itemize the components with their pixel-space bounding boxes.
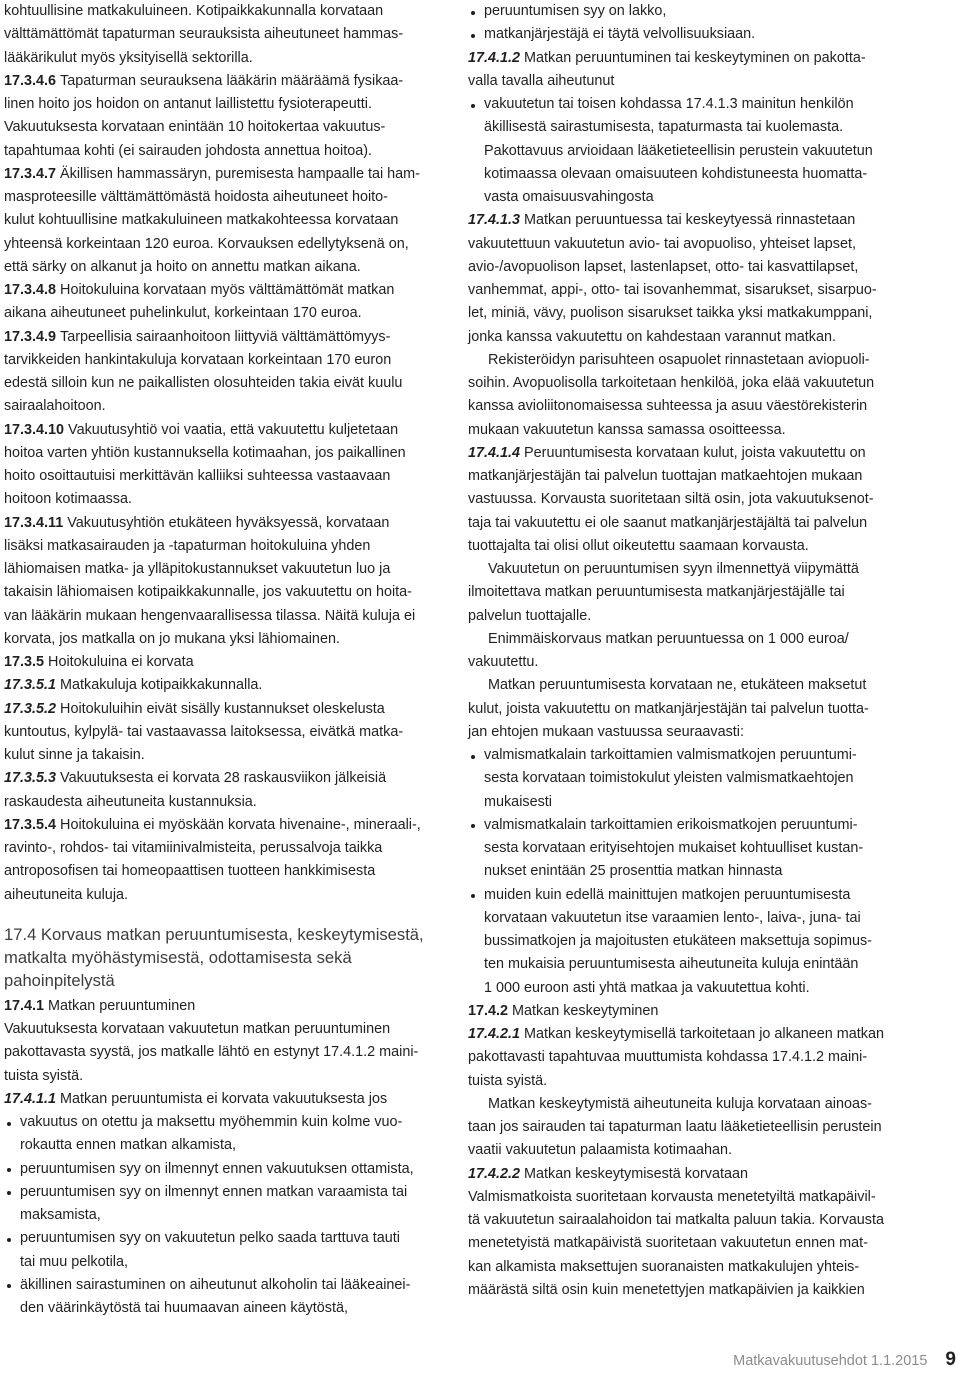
line-text: soihin. Avopuolisolla tarkoitetaan henkilöä, joka elää vakuutetun bbox=[468, 375, 875, 391]
numbered-clause-line bbox=[4, 419, 449, 442]
line-text: menetetyistä matkapäivistä suoritetaan vakuutetun ennen mat- bbox=[468, 1235, 868, 1252]
numbered-clause-line bbox=[468, 1163, 913, 1186]
clause-number: 17.3.5.3 bbox=[4, 770, 57, 787]
line-text: edestä silloin kun ne paikallisten olosuhteiden takia eivät kuulu bbox=[4, 375, 403, 391]
bullet-icon bbox=[471, 11, 475, 15]
bullet-item bbox=[4, 1181, 449, 1204]
text-line bbox=[4, 1018, 449, 1041]
clause-number: 17.3.4.6 bbox=[4, 72, 57, 89]
bullet-icon bbox=[471, 34, 475, 38]
bullet-item-continuation bbox=[468, 860, 913, 883]
line-text: peruuntumisen syy on ilmennyt ennen matkan varaamista tai bbox=[20, 1183, 408, 1200]
section-heading-line bbox=[4, 969, 449, 992]
line-text: matkanjärjestäjän tai palvelun tuottajan matkaehtojen mukaan bbox=[468, 468, 863, 484]
text-line bbox=[4, 349, 449, 372]
line-text: Vakuutuksesta korvataan enintään 10 hoitokertaa vakuutus- bbox=[4, 119, 386, 136]
text-line bbox=[468, 512, 913, 535]
text-line bbox=[468, 1186, 913, 1209]
line-text: lääkärikulut myös yksityisellä sektorilla. bbox=[4, 49, 253, 66]
line-text: avio-/avopuolison lapset, lastenlapset, otto- tai kasvattilapset, bbox=[468, 258, 859, 275]
numbered-clause-line bbox=[4, 326, 449, 349]
line-text: vakuutettu. bbox=[468, 654, 539, 670]
bullet-icon bbox=[471, 894, 475, 898]
line-text: Matkan peruuntuminen tai keskeytyminen on pakotta- bbox=[524, 49, 866, 66]
line-text: Vakuutetun on peruuntumisen syyn ilmennettyä viipymättä bbox=[488, 561, 859, 577]
line-text: hoitoon kotimaassa. bbox=[4, 491, 132, 508]
clause-number: 17.3.4.10 bbox=[4, 421, 65, 438]
text-line bbox=[4, 488, 449, 511]
text-line bbox=[468, 465, 913, 488]
bullet-icon bbox=[471, 824, 475, 828]
numbered-clause-line bbox=[4, 651, 449, 674]
bullet-item bbox=[4, 1111, 449, 1134]
text-line bbox=[4, 372, 449, 395]
text-line bbox=[4, 1065, 449, 1088]
line-text: muiden kuin edellä mainittujen matkojen peruuntumisesta bbox=[484, 886, 851, 903]
clause-number: 17.3.5.1 bbox=[4, 677, 57, 694]
clause-number: 17.4.1.2 bbox=[468, 49, 521, 66]
line-text: äkillinen sairastuminen on aiheutunut alkoholin tai lääkeainei- bbox=[20, 1276, 411, 1293]
line-text: vakuutus on otettu ja maksettu myöhemmin kuin kolme vuo- bbox=[20, 1114, 403, 1130]
numbered-clause-line bbox=[4, 512, 449, 535]
line-text: lähiomaisen matka- ja ylläpitokustannukset vakuutetun luo ja bbox=[4, 561, 391, 577]
line-text: Matkan peruuntuessa tai keskeytyessä rinnastetaan bbox=[524, 212, 856, 229]
line-text: ten mukaisia peruuntumisesta aiheutuneita kuluja enintään bbox=[484, 956, 859, 973]
line-text: aikana aiheutuneet puhelinkulut, korkeintaan 170 euroa. bbox=[4, 305, 362, 322]
line-text: valla tavalla aiheutunut bbox=[468, 72, 615, 89]
text-line bbox=[468, 1256, 913, 1279]
text-line bbox=[4, 860, 449, 883]
line-text: Matkan peruuntumista ei korvata vakuutuksesta jos bbox=[60, 1090, 388, 1107]
bullet-icon bbox=[471, 755, 475, 759]
indented-paragraph-line bbox=[468, 628, 913, 651]
bullet-item bbox=[468, 23, 913, 46]
bullet-item bbox=[4, 1227, 449, 1250]
line-text: äkillisestä sairastumisesta, tapaturmasta tai kuolemasta. bbox=[484, 119, 844, 136]
text-line bbox=[468, 1232, 913, 1255]
line-text: matkalta myöhästymisestä, odottamisesta sekä bbox=[4, 947, 352, 967]
numbered-clause-line bbox=[4, 70, 449, 93]
line-text: valmismatkalain tarkoittamien valmismatkojen peruuntumi- bbox=[484, 747, 857, 763]
text-line bbox=[4, 1041, 449, 1064]
bullet-icon bbox=[7, 1284, 11, 1288]
line-text: pakottavasta syystä, jos matkalle lähtö en estynyt 17.4.1.2 maini- bbox=[4, 1044, 419, 1061]
bullet-item-continuation bbox=[468, 163, 913, 186]
bullet-icon bbox=[471, 104, 475, 108]
line-text: peruuntumisen syy on vakuutetun pelko saada tarttuva tauti bbox=[20, 1230, 400, 1247]
line-text: jonka kanssa vakuutettu on kahdestaan varannut matkan. bbox=[468, 328, 837, 345]
text-line bbox=[468, 279, 913, 302]
line-text: Matkan peruuntumisesta korvataan ne, etukäteen maksetut bbox=[488, 677, 867, 694]
line-text: kotimaassa olevaan omaisuuteen kohdistuneesta huomatta- bbox=[484, 165, 868, 182]
text-line bbox=[4, 140, 449, 163]
text-line bbox=[4, 442, 449, 465]
line-text: sairaalahoitoon. bbox=[4, 398, 106, 415]
line-text: tä vakuutetun sairaalahoidon tai matkalta paluun takia. Korvausta bbox=[468, 1212, 884, 1228]
line-text: kan alkamista maksettujen suoranaisten matkakulujen yhteis- bbox=[468, 1258, 860, 1275]
line-text: aiheutuneita kuluja. bbox=[4, 886, 129, 903]
text-line bbox=[4, 256, 449, 279]
text-line bbox=[468, 372, 913, 395]
page-footer bbox=[733, 1349, 956, 1371]
line-text: Vakuutusyhtiön etukäteen hyväksyessä, korvataan bbox=[67, 514, 390, 531]
line-text: ravinto-, rohdos- tai vitamiinivalmisteita, perussalvoja taikka bbox=[4, 840, 383, 856]
line-text: Enimmäiskorvaus matkan peruuntuessa on 1 000 euroa/ bbox=[488, 630, 849, 647]
text-line bbox=[468, 256, 913, 279]
bullet-icon bbox=[7, 1122, 11, 1126]
bullet-item-continuation bbox=[468, 907, 913, 930]
line-text: pahoinpitelystä bbox=[4, 970, 115, 990]
line-text: mukaisesti bbox=[484, 793, 552, 810]
line-text: tapahtumaa kohti (ei sairauden johdosta annettua hoitoa). bbox=[4, 142, 373, 159]
bullet-item-continuation bbox=[468, 767, 913, 790]
line-text: peruuntumisen syy on lakko, bbox=[484, 3, 667, 19]
clause-number: 17.3.4.8 bbox=[4, 282, 57, 298]
text-line bbox=[4, 465, 449, 488]
line-text: rokautta ennen matkan alkamista, bbox=[20, 1137, 236, 1154]
text-line bbox=[4, 558, 449, 581]
line-text: masproteesille välttämättömästä hoidosta aiheutuneet hoito- bbox=[4, 189, 388, 205]
text-line bbox=[468, 488, 913, 511]
text-line bbox=[468, 1139, 913, 1162]
line-text: kulut kohtuullisine matkakuluineen matkakohteessa korvataan bbox=[4, 212, 399, 229]
text-line bbox=[4, 744, 449, 767]
numbered-clause-line bbox=[468, 442, 913, 465]
line-text: mukaan vakuutetun kanssa samassa osoitteessa. bbox=[468, 421, 786, 438]
clause-number: 17.3.5.4 bbox=[4, 816, 57, 833]
line-text: tarvikkeiden hankintakuluja korvataan korkeintaan 170 euron bbox=[4, 351, 392, 368]
text-line bbox=[4, 395, 449, 418]
text-line bbox=[468, 1046, 913, 1069]
text-line bbox=[4, 93, 449, 116]
line-text: ilmoitettava matkan peruuntumisesta matkanjärjestäjälle tai bbox=[468, 584, 845, 601]
line-text: välttämättömät tapaturman seurauksista aiheutuneet hammas- bbox=[4, 26, 404, 43]
line-text: nukset enintään 25 prosenttia matkan hinnasta bbox=[484, 863, 783, 880]
line-text: vasta omaisuusvahingosta bbox=[484, 189, 654, 205]
line-text: Matkakuluja kotipaikkakunnalla. bbox=[60, 677, 263, 694]
bullet-item-continuation bbox=[468, 930, 913, 953]
text-line bbox=[468, 395, 913, 418]
line-text: Hoitokuluina korvataan myös välttämättömät matkan bbox=[60, 282, 395, 298]
clause-number: 17.3.5 bbox=[4, 654, 45, 670]
line-text: yhteensä korkeintaan 120 euroa. Korvauksen edellytyksenä on, bbox=[4, 235, 409, 252]
line-text: let, miniä, vävy, puolison sisarukset taikka yksi matkakumppani, bbox=[468, 305, 873, 322]
line-text: Pakottavuus arvioidaan lääketieteellisin perustein vakuutetun bbox=[484, 142, 873, 159]
indented-paragraph-line bbox=[468, 674, 913, 697]
text-line bbox=[468, 535, 913, 558]
line-text: kulut sinne ja takaisin. bbox=[4, 747, 145, 763]
text-line bbox=[4, 721, 449, 744]
text-line bbox=[4, 47, 449, 70]
line-text: bussimatkojen ja majoitusten etukäteen maksettuja sopimus- bbox=[484, 933, 872, 949]
line-text: kohtuullisine matkakuluineen. Kotipaikkakunnalla korvataan bbox=[4, 3, 384, 19]
line-text: pakottavasti tapahtuvaa muuttumista kohdassa 17.4.1.2 maini- bbox=[468, 1049, 868, 1066]
clause-number: 17.4.2.2 bbox=[468, 1165, 521, 1182]
text-line bbox=[4, 628, 449, 651]
text-line bbox=[4, 535, 449, 558]
bullet-item-continuation bbox=[468, 186, 913, 209]
line-text: Peruuntumisesta korvataan kulut, joista vakuutettu on bbox=[524, 444, 866, 461]
numbered-clause-line bbox=[4, 163, 449, 186]
line-text: Tarpeellisia sairaanhoitoon liittyviä välttämättömyys- bbox=[60, 328, 391, 345]
text-line bbox=[4, 791, 449, 814]
line-text: Hoitokuluina ei korvata bbox=[48, 654, 194, 670]
indented-paragraph-line bbox=[468, 558, 913, 581]
bullet-icon bbox=[7, 1191, 11, 1195]
bullet-icon bbox=[7, 1168, 11, 1172]
bullet-icon bbox=[7, 1238, 11, 1242]
text-line bbox=[468, 1116, 913, 1139]
numbered-clause-line bbox=[4, 1088, 449, 1111]
line-text: vanhemmat, appi-, otto- tai isovanhemmat, sisarukset, sisarpuo- bbox=[468, 282, 877, 298]
section-heading-line bbox=[4, 923, 449, 946]
clause-number: 17.4.2.1 bbox=[468, 1026, 521, 1042]
line-text: Hoitokuluina ei myöskään korvata hivenaine-, mineraali-, bbox=[60, 816, 421, 833]
bullet-item-continuation bbox=[4, 1134, 449, 1157]
clause-number: 17.4.1.3 bbox=[468, 212, 521, 229]
text-line bbox=[468, 419, 913, 442]
line-text: korvataan vakuutetun itse varaamien lento-, laiva-, juna- tai bbox=[484, 909, 861, 926]
text-line bbox=[468, 721, 913, 744]
bullet-item-continuation bbox=[468, 837, 913, 860]
line-text: hoito osoittautuisi merkittävän kalliiksi suhteessa vastaavaan bbox=[4, 468, 391, 484]
text-line bbox=[4, 302, 449, 325]
clause-number: 17.3.5.2 bbox=[4, 700, 57, 717]
section-heading-line bbox=[4, 946, 449, 969]
line-text: Matkan keskeytyminen bbox=[512, 1002, 659, 1019]
line-text: sesta korvataan erityisehtojen mukaiset kohtuulliset kustan- bbox=[484, 840, 864, 856]
line-text: antroposofisen tai homeopaattisen tuotteen hankkimisesta bbox=[4, 863, 376, 880]
line-text: määrästä siltä osin kuin menetettyjen matkapäivien ja kaikkien bbox=[468, 1281, 865, 1298]
text-line bbox=[468, 326, 913, 349]
line-text: Hoitokuluihin eivät sisälly kustannukset oleskelusta bbox=[60, 700, 385, 717]
text-line bbox=[468, 302, 913, 325]
text-line bbox=[4, 0, 449, 23]
text-line bbox=[468, 698, 913, 721]
clause-number: 17.4.1.4 bbox=[468, 444, 521, 461]
bullet-item bbox=[468, 744, 913, 767]
line-text: hoitoa varten yhtiön kustannuksella kotimaahan, jos paikallinen bbox=[4, 444, 406, 461]
line-text: Vakuutuksesta korvataan vakuutetun matkan peruuntuminen bbox=[4, 1021, 391, 1037]
line-text: palvelun tuottajalle. bbox=[468, 607, 592, 624]
line-text: vakuutettuun vakuutetun avio- tai avopuoliso, yhteiset lapset, bbox=[468, 235, 856, 252]
text-line bbox=[468, 1070, 913, 1093]
line-text: peruuntumisen syy on ilmennyt ennen vakuutuksen ottamista, bbox=[20, 1160, 414, 1177]
text-line bbox=[4, 837, 449, 860]
numbered-clause-line bbox=[4, 674, 449, 697]
line-text: valmismatkalain tarkoittamien erikoismatkojen peruuntumi- bbox=[484, 816, 858, 833]
clause-number: 17.3.4.7 bbox=[4, 165, 57, 182]
line-text: takaisin lähiomaisen kotipaikkakunnalle, jos vakuutettu on hoita- bbox=[4, 584, 412, 601]
line-text: linen hoito jos hoidon on antanut laillistettu fysioterapeutti. bbox=[4, 96, 373, 112]
bullet-item-continuation bbox=[468, 977, 913, 1000]
line-text: sesta korvataan toimistokulut yleisten valmismatkaehtojen bbox=[484, 770, 854, 787]
text-line bbox=[468, 605, 913, 628]
text-line bbox=[468, 1209, 913, 1232]
line-text: kuntoutus, kylpylä- tai vastaavassa laitoksessa, eivätkä matka- bbox=[4, 723, 404, 740]
text-line bbox=[4, 605, 449, 628]
line-text: tai muu pelkotila, bbox=[20, 1253, 128, 1270]
text-line bbox=[4, 209, 449, 232]
bullet-item bbox=[468, 814, 913, 837]
bullet-item-continuation bbox=[468, 791, 913, 814]
clause-number: 17.3.4.11 bbox=[4, 514, 64, 531]
numbered-clause-line bbox=[4, 767, 449, 790]
numbered-clause-line bbox=[468, 1023, 913, 1046]
line-text: Vakuutuksesta ei korvata 28 raskausviikon jälkeisiä bbox=[60, 770, 387, 787]
line-text: jan ehtojen mukaan vastuussa seuraavasti: bbox=[468, 723, 744, 740]
text-line bbox=[468, 1279, 913, 1302]
line-text: Matkan keskeytymistä aiheutuneita kuluja korvataan ainoas- bbox=[488, 1095, 872, 1112]
left-column bbox=[4, 0, 449, 1320]
clause-number: 17.4.1.1 bbox=[4, 1090, 57, 1107]
clause-number: 17.4.2 bbox=[468, 1002, 509, 1019]
bullet-item-continuation bbox=[4, 1204, 449, 1227]
text-line bbox=[4, 186, 449, 209]
line-text: matkanjärjestäjä ei täytä velvollisuuksiaan. bbox=[484, 26, 756, 43]
text-line bbox=[4, 116, 449, 139]
bullet-item bbox=[468, 0, 913, 23]
numbered-clause-line bbox=[4, 279, 449, 302]
numbered-clause-line bbox=[468, 47, 913, 70]
line-text: Matkan keskeytymisestä korvataan bbox=[524, 1165, 748, 1182]
line-text: 17.4 Korvaus matkan peruuntumisesta, keskeytymisestä, bbox=[4, 924, 424, 944]
bullet-item-continuation bbox=[4, 1251, 449, 1274]
line-text: Vakuutusyhtiö voi vaatia, että vakuutettu kuljetetaan bbox=[68, 421, 399, 438]
text-line bbox=[4, 233, 449, 256]
line-text: 1 000 euroon asti yhtä matkaa ja vakuutettua kohti. bbox=[484, 979, 810, 996]
clause-number: 17.3.4.9 bbox=[4, 328, 57, 345]
line-text: van lääkärin mukaan hengenvaarallisessa tilassa. Näitä kuluja ei bbox=[4, 607, 416, 624]
line-text: Äkillisen hammassäryn, puremisesta hampaalle tai ham- bbox=[60, 165, 420, 182]
bullet-item-continuation bbox=[468, 116, 913, 139]
line-text: vaatii vakuutetun palaamista kotimaahan. bbox=[468, 1142, 732, 1159]
line-text: taan jos sairauden tai tapaturman laatu lääketieteellisin perustein bbox=[468, 1119, 882, 1135]
line-text: kulut, joista vakuutettu on matkanjärjestäjän tai palvelun tuotta- bbox=[468, 700, 869, 717]
numbered-clause-line bbox=[468, 1000, 913, 1023]
line-text: taja tai vakuutettu ei ole saanut matkanjärjestäjältä tai palvelun bbox=[468, 514, 868, 531]
line-text: tuista syistä. bbox=[468, 1072, 548, 1089]
line-text: korvata, jos matkalla on jo mukana yksi lähiomainen. bbox=[4, 630, 340, 647]
line-text: vastuussa. Korvausta suoritetaan siltä osin, jota vakuutuksenot- bbox=[468, 491, 874, 508]
text-line bbox=[4, 884, 449, 907]
bullet-item-continuation bbox=[468, 140, 913, 163]
line-text: vakuutetun tai toisen kohdassa 17.4.1.3 mainitun henkilön bbox=[484, 96, 854, 112]
text-line bbox=[468, 581, 913, 604]
line-text: Valmismatkoista suoritetaan korvausta menetetyiltä matkapäivil- bbox=[468, 1188, 876, 1205]
text-line bbox=[468, 233, 913, 256]
line-text: den väärinkäytöstä tai huumaavan aineen käytöstä, bbox=[20, 1300, 348, 1316]
document-title: Matkavakuutusehdot 1.1.2015 bbox=[733, 1353, 928, 1369]
text-line bbox=[468, 70, 913, 93]
right-column bbox=[468, 0, 913, 1302]
text-line bbox=[4, 23, 449, 46]
indented-paragraph-line bbox=[468, 1093, 913, 1116]
bullet-item bbox=[468, 884, 913, 907]
line-text: lisäksi matkasairauden ja -tapaturman hoitokuluina yhden bbox=[4, 537, 371, 554]
numbered-clause-line bbox=[468, 209, 913, 232]
text-line bbox=[468, 651, 913, 674]
clause-number: 17.4.1 bbox=[4, 997, 45, 1014]
bullet-item bbox=[4, 1274, 449, 1297]
line-text: tuottajalta tai olisi ollut oikeutettu saamaan korvausta. bbox=[468, 537, 809, 554]
bullet-item bbox=[468, 93, 913, 116]
line-text: Tapaturman seurauksena lääkärin määräämä fysikaa- bbox=[60, 72, 404, 89]
numbered-clause-line bbox=[4, 995, 449, 1018]
bullet-item-continuation bbox=[468, 953, 913, 976]
line-text: Matkan keskeytymisellä tarkoitetaan jo alkaneen matkan bbox=[524, 1026, 884, 1042]
line-text: Matkan peruuntuminen bbox=[48, 997, 196, 1014]
numbered-clause-line bbox=[4, 814, 449, 837]
line-text: tuista syistä. bbox=[4, 1067, 84, 1084]
line-text: maksamista, bbox=[20, 1207, 101, 1223]
bullet-item-continuation bbox=[4, 1297, 449, 1320]
bullet-item bbox=[4, 1158, 449, 1181]
line-text: Rekisteröidyn parisuhteen osapuolet rinnastetaan aviopuoli- bbox=[488, 351, 870, 368]
numbered-clause-line bbox=[4, 698, 449, 721]
line-text: että särky on alkanut ja hoito on annettu matkan aikana. bbox=[4, 258, 361, 275]
page-number: 9 bbox=[945, 1349, 956, 1370]
text-line bbox=[4, 581, 449, 604]
line-text: raskaudesta aiheutuneita kustannuksia. bbox=[4, 793, 257, 810]
line-text: kanssa avioliitonomaisessa suhteessa ja asuu väestörekisterin bbox=[468, 398, 868, 415]
indented-paragraph-line bbox=[468, 349, 913, 372]
